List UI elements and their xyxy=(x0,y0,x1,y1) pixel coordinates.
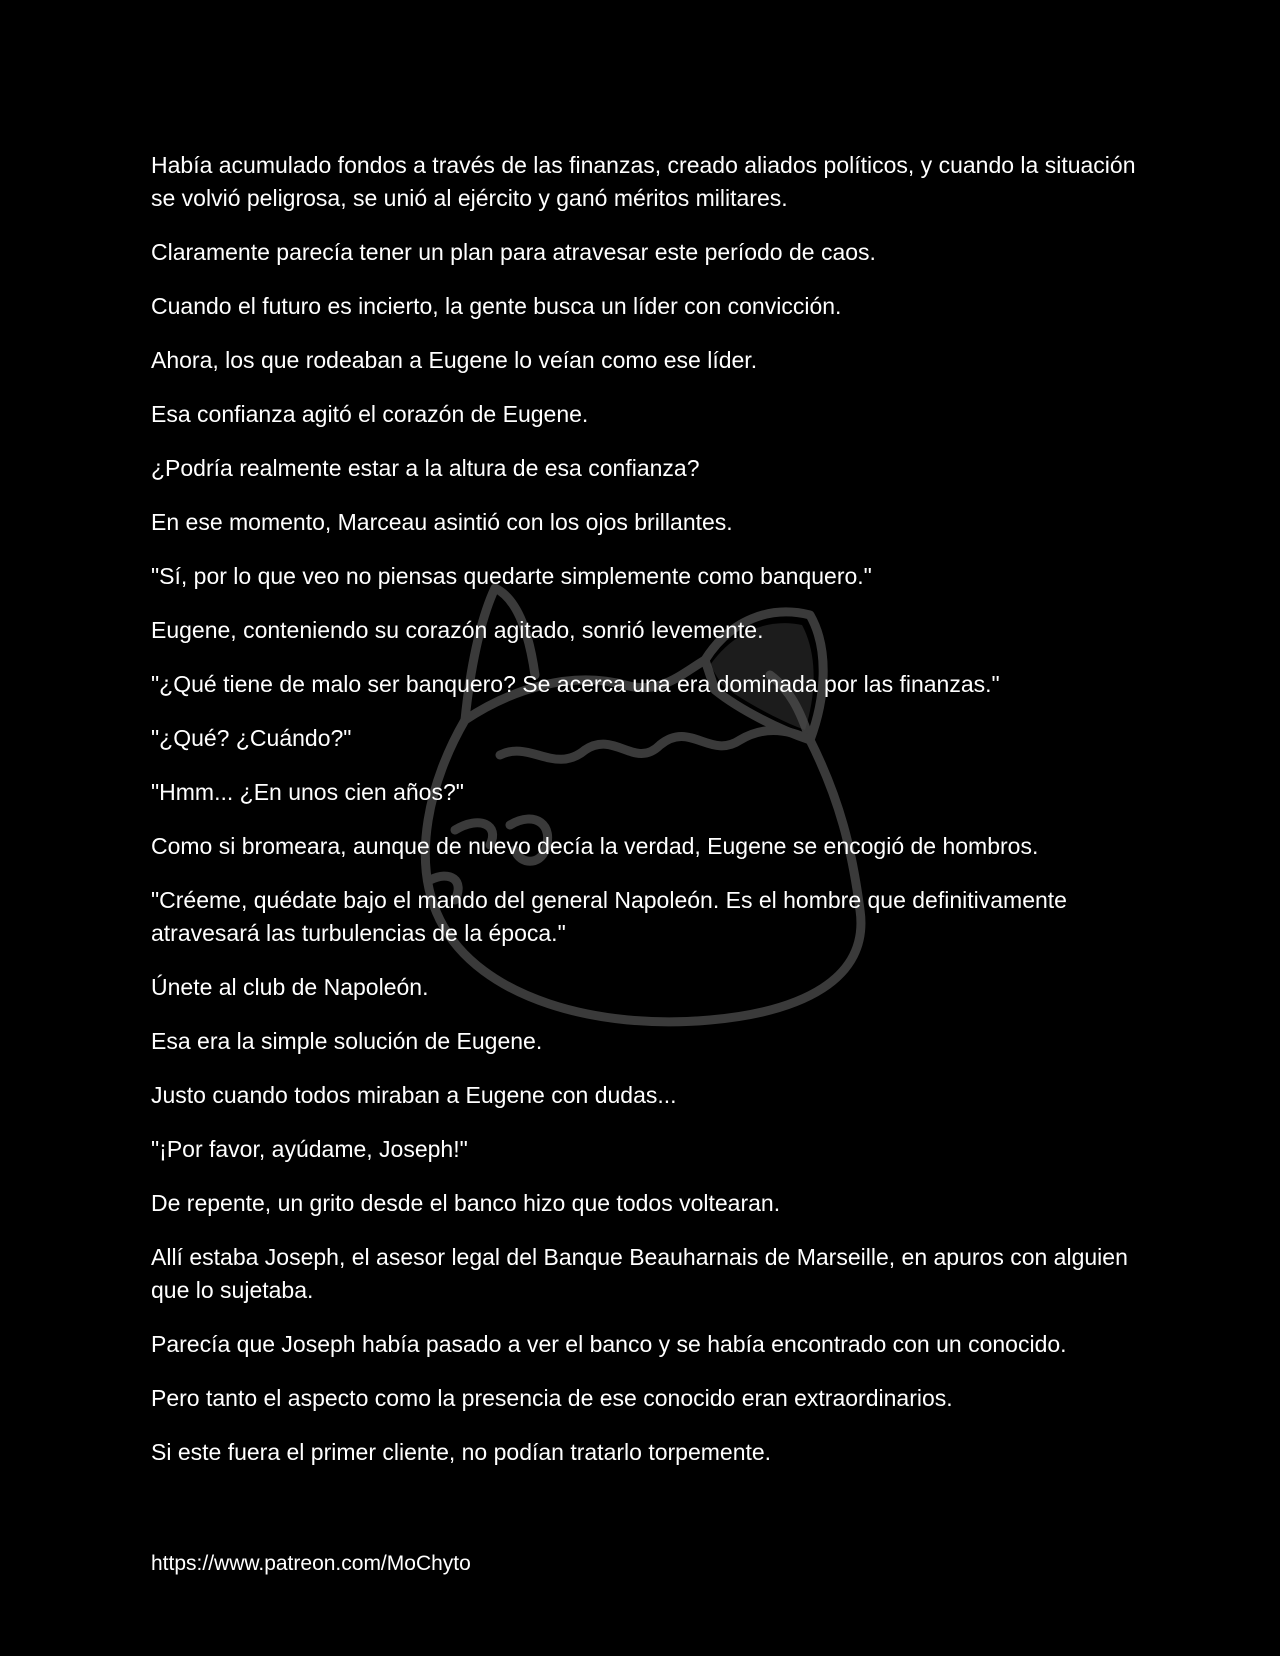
paragraph: De repente, un grito desde el banco hizo que todos voltearan. xyxy=(151,1190,781,1216)
patreon-link[interactable]: https://www.patreon.com/MoChyto xyxy=(151,1552,471,1575)
paragraph: Parecía que Joseph había pasado a ver el banco y se había encontrado con un conocido. xyxy=(151,1331,1067,1357)
paragraph: Ahora, los que rodeaban a Eugene lo veían como ese líder. xyxy=(151,347,758,373)
paragraph: Esa confianza agitó el corazón de Eugene. xyxy=(151,401,589,427)
paragraph: "Hmm... ¿En unos cien años?" xyxy=(151,779,464,805)
paragraph: ¿Podría realmente estar a la altura de esa confianza? xyxy=(151,455,700,481)
paragraph: Claramente parecía tener un plan para atravesar este período de caos. xyxy=(151,239,876,265)
paragraph: "¿Qué? ¿Cuándo?" xyxy=(151,725,352,751)
paragraph: Únete al club de Napoleón. xyxy=(151,974,429,1000)
paragraph: Cuando el futuro es incierto, la gente busca un líder con convicción. xyxy=(151,293,842,319)
paragraph: Había acumulado fondos a través de las finanzas, creado aliados políticos, y cuando la situación se volvió peligrosa, se unió al ejército y ganó méritos militares. xyxy=(151,152,1136,211)
paragraph: En ese momento, Marceau asintió con los ojos brillantes. xyxy=(151,509,733,535)
chapter-text xyxy=(151,149,1141,1490)
paragraph: Eugene, conteniendo su corazón agitado, sonrió levemente. xyxy=(151,617,764,643)
paragraph: "¿Qué tiene de malo ser banquero? Se acerca una era dominada por las finanzas." xyxy=(151,671,1000,697)
paragraph: "¡Por favor, ayúdame, Joseph!" xyxy=(151,1136,468,1162)
paragraph: "Créeme, quédate bajo el mando del general Napoleón. Es el hombre que definitivamente atravesará las turbulencias de la época." xyxy=(151,887,1067,946)
paragraph: Como si bromeara, aunque de nuevo decía la verdad, Eugene se encogió de hombros. xyxy=(151,833,1039,859)
paragraph: Esa era la simple solución de Eugene. xyxy=(151,1028,543,1054)
paragraph: Si este fuera el primer cliente, no podían tratarlo torpemente. xyxy=(151,1439,772,1465)
paragraph: Justo cuando todos miraban a Eugene con dudas... xyxy=(151,1082,677,1108)
paragraph: "Sí, por lo que veo no piensas quedarte simplemente como banquero." xyxy=(151,563,872,589)
paragraph: Pero tanto el aspecto como la presencia de ese conocido eran extraordinarios. xyxy=(151,1385,953,1411)
paragraph: Allí estaba Joseph, el asesor legal del Banque Beauharnais de Marseille, en apuros con alguien que lo sujetaba. xyxy=(151,1244,1128,1303)
